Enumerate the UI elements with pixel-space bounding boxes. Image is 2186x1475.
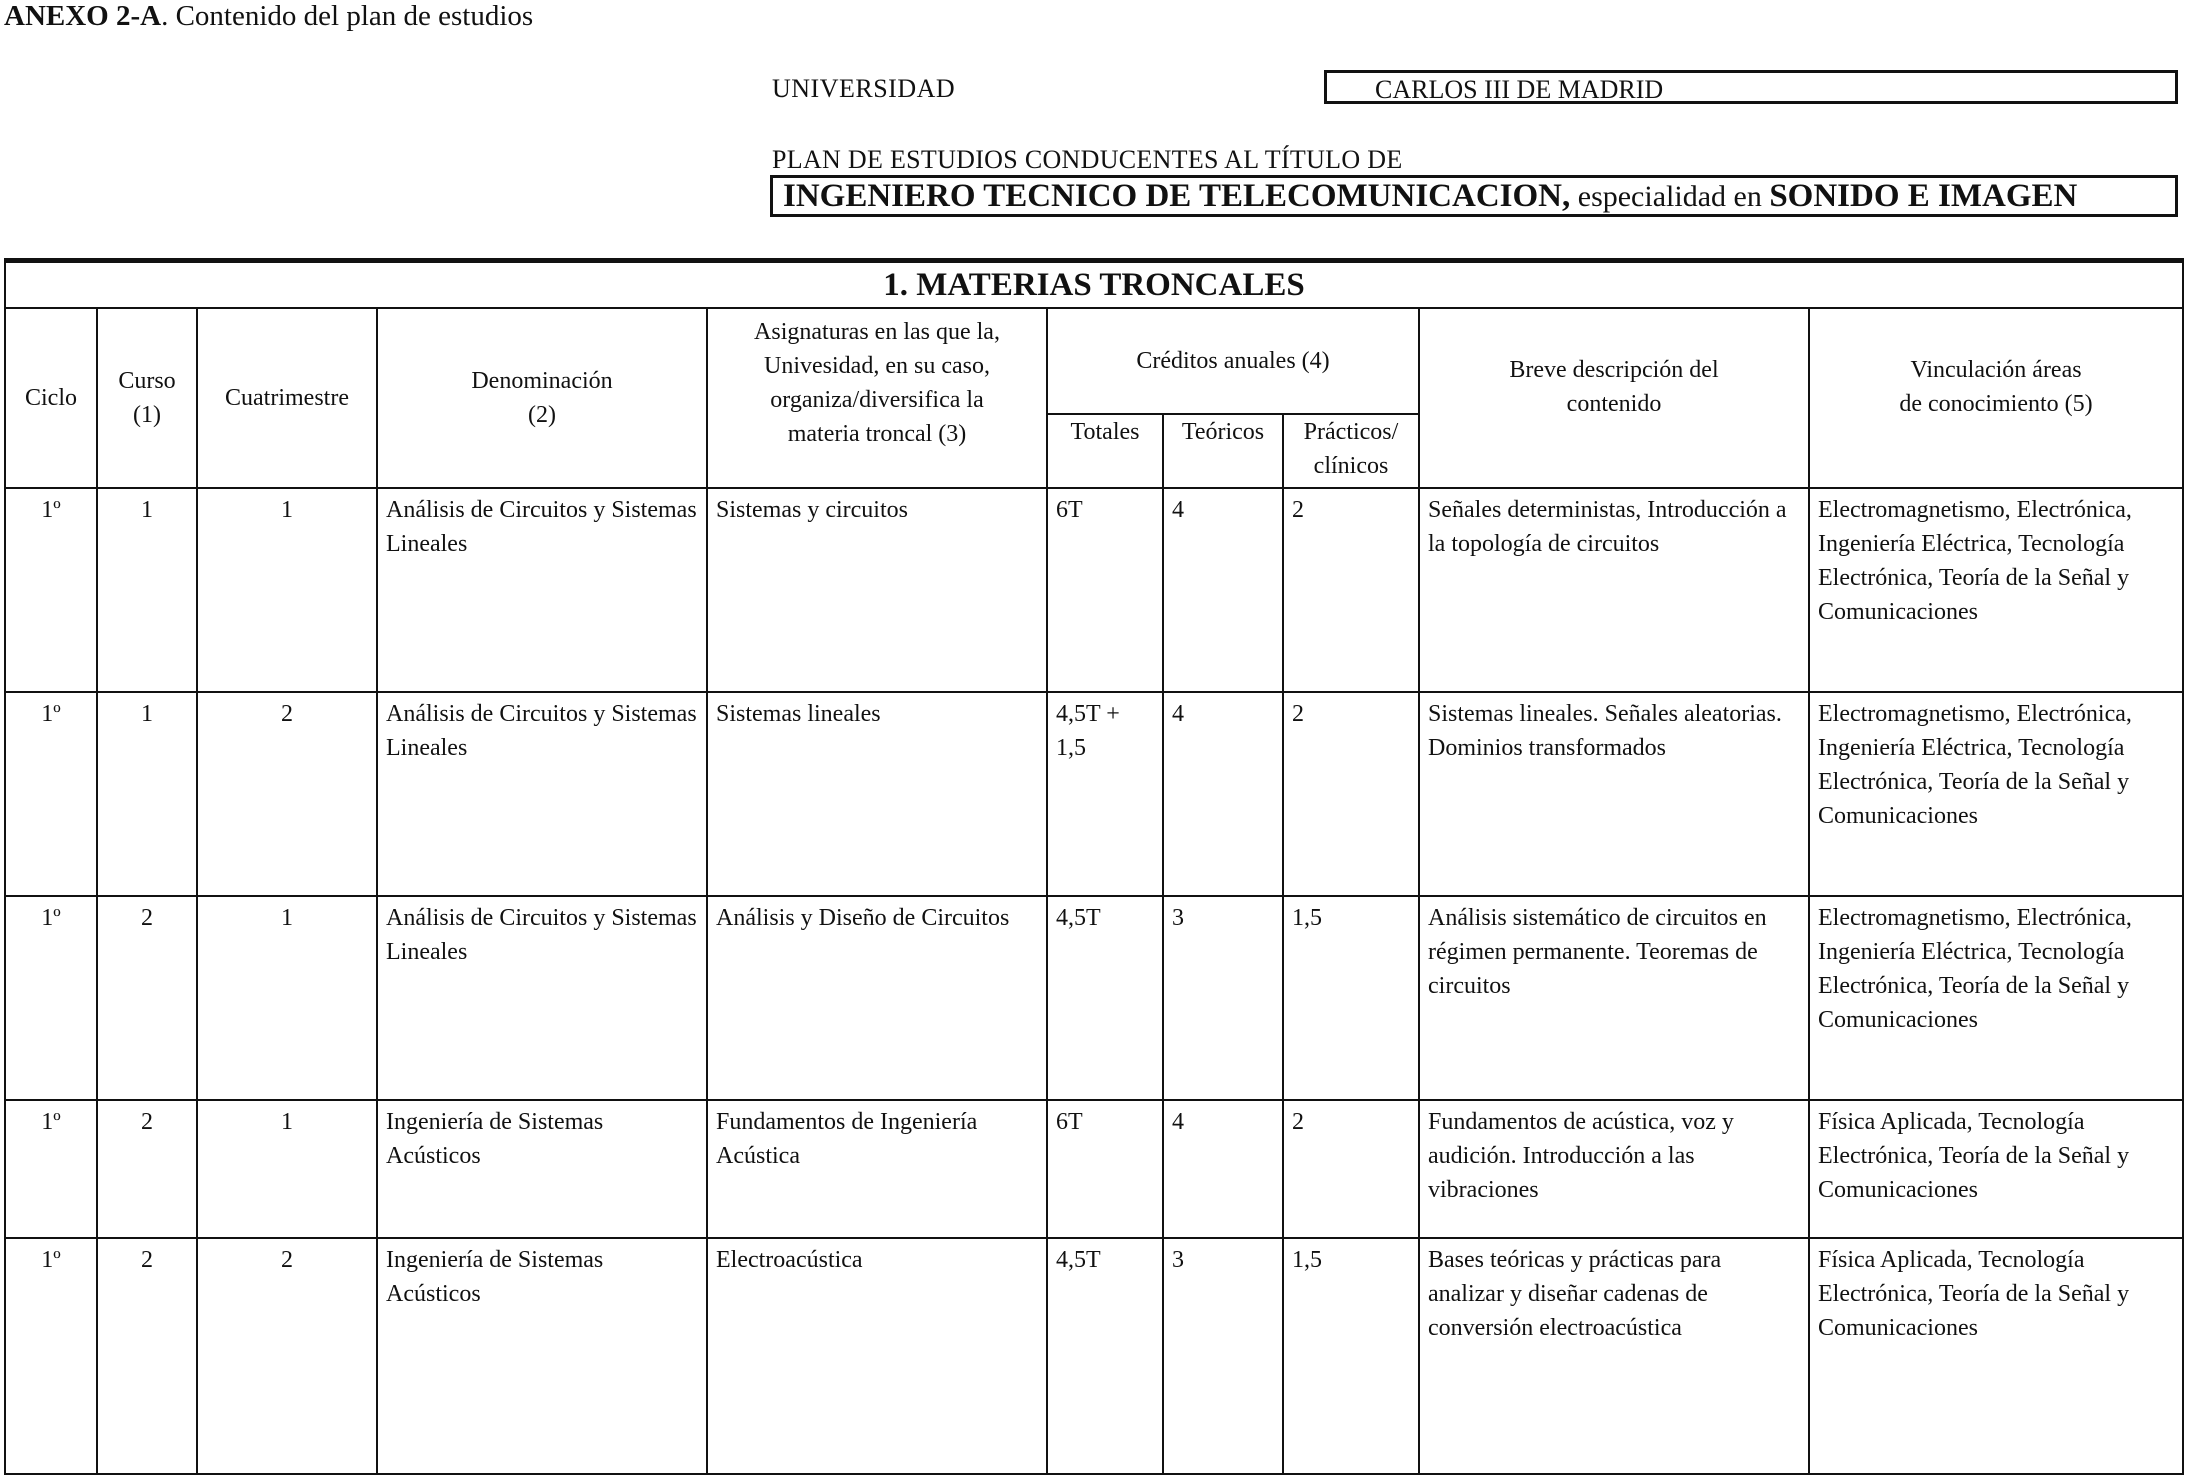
cell-curso: 2: [97, 1238, 197, 1474]
col-header-ciclo-label: Ciclo: [25, 385, 77, 411]
col-header-denominacion-note: (2): [528, 402, 556, 428]
degree-title: INGENIERO TECNICO DE TELECOMUNICACION,: [783, 178, 1571, 214]
cell-practicos: 2: [1283, 1100, 1419, 1238]
cell-practicos: 2: [1283, 692, 1419, 896]
table-row: [5, 488, 2183, 692]
col-header-denominacion-label: Denominación: [471, 368, 613, 394]
col-header-vinculacion: [1809, 308, 2183, 488]
col-header-totales-label: Totales: [1070, 419, 1140, 445]
col-header-cuatrimestre: [197, 308, 377, 488]
troncales-table-container: [4, 258, 2182, 1428]
cell-ciclo: 1º: [5, 896, 97, 1100]
col-header-descripcion: [1419, 308, 1809, 488]
col-header-teoricos: [1163, 414, 1283, 488]
plan-label: PLAN DE ESTUDIOS CONDUCENTES AL TÍTULO DE: [772, 145, 1403, 174]
table-row: [5, 692, 2183, 896]
cell-totales: 4,5T: [1047, 1238, 1163, 1474]
cell-curso: 2: [97, 1100, 197, 1238]
section-title: 1. MATERIAS TRONCALES: [5, 261, 2183, 309]
section-title-row: [5, 261, 2183, 309]
cell-curso: 1: [97, 692, 197, 896]
col-header-asignaturas-l4: materia troncal (3): [787, 421, 967, 447]
col-header-teoricos-label: Teóricos: [1181, 419, 1265, 445]
cell-denominacion: Análisis de Circuitos y Sistemas Lineales: [377, 488, 707, 692]
cell-descripcion: Bases teóricas y prácticas para analizar y diseñar cadenas de conversión electroacústica: [1419, 1238, 1809, 1474]
col-header-asignaturas-l2: Univesidad, en su caso,: [764, 353, 990, 379]
col-header-creditos: [1047, 308, 1419, 414]
table-row: [5, 1100, 2183, 1238]
cell-cuatrimestre: 1: [197, 896, 377, 1100]
cell-ciclo: 1º: [5, 692, 97, 896]
col-header-denominacion: [377, 308, 707, 488]
cell-descripcion: Sistemas lineales. Señales aleatorias. Dominios transformados: [1419, 692, 1809, 896]
cell-denominacion: Análisis de Circuitos y Sistemas Lineales: [377, 692, 707, 896]
cell-teoricos: 4: [1163, 488, 1283, 692]
cell-curso: 2: [97, 896, 197, 1100]
university-label: UNIVERSIDAD: [772, 74, 956, 103]
col-header-cuatrimestre-label: Cuatrimestre: [225, 385, 349, 411]
cell-asignatura: Sistemas lineales: [707, 692, 1047, 896]
table-row: [5, 1238, 2183, 1474]
cell-vinculacion: Física Aplicada, Tecnología Electrónica, Teoría de la Señal y Comunicaciones: [1809, 1238, 2183, 1474]
col-header-curso-note: (1): [133, 402, 161, 428]
col-header-creditos-label: Créditos anuales (4): [1136, 348, 1330, 374]
cell-teoricos: 4: [1163, 1100, 1283, 1238]
annex-heading: [4, 0, 533, 33]
cell-denominacion: Ingeniería de Sistemas Acústicos: [377, 1238, 707, 1474]
cell-descripcion: Análisis sistemático de circuitos en régimen permanente. Teoremas de circuitos: [1419, 896, 1809, 1100]
cell-practicos: 1,5: [1283, 896, 1419, 1100]
university-value: CARLOS III DE MADRID: [1375, 75, 1664, 104]
col-header-practicos: [1283, 414, 1419, 488]
col-header-descripcion-l1: Breve descripción del: [1509, 357, 1719, 383]
cell-totales: 6T: [1047, 488, 1163, 692]
cell-cuatrimestre: 1: [197, 488, 377, 692]
col-header-asignaturas-l3: organiza/diversifica la: [770, 387, 984, 413]
degree-title-field: [770, 175, 2178, 217]
col-header-curso: [97, 308, 197, 488]
degree-specialty: SONIDO E IMAGEN: [1769, 178, 2078, 214]
col-header-vinculacion-l2: de conocimiento (5): [1899, 391, 2093, 417]
cell-asignatura: Fundamentos de Ingeniería Acústica: [707, 1100, 1047, 1238]
cell-vinculacion: Electromagnetismo, Electrónica, Ingeniería Eléctrica, Tecnología Electrónica, Teoría de la Señal y Comunicaciones: [1809, 692, 2183, 896]
cell-ciclo: 1º: [5, 488, 97, 692]
university-field: [1324, 70, 2178, 104]
cell-cuatrimestre: 1: [197, 1100, 377, 1238]
cell-ciclo: 1º: [5, 1100, 97, 1238]
cell-practicos: 2: [1283, 488, 1419, 692]
cell-asignatura: Sistemas y circuitos: [707, 488, 1047, 692]
annex-label: ANEXO 2-A: [4, 0, 162, 32]
cell-vinculacion: Electromagnetismo, Electrónica, Ingeniería Eléctrica, Tecnología Electrónica, Teoría de la Señal y Comunicaciones: [1809, 488, 2183, 692]
cell-teoricos: 3: [1163, 1238, 1283, 1474]
cell-totales: 6T: [1047, 1100, 1163, 1238]
cell-descripcion: Señales deterministas, Introducción a la topología de circuitos: [1419, 488, 1809, 692]
cell-teoricos: 3: [1163, 896, 1283, 1100]
cell-vinculacion: Física Aplicada, Tecnología Electrónica, Teoría de la Señal y Comunicaciones: [1809, 1100, 2183, 1238]
annex-subtitle: . Contenido del plan de estudios: [161, 0, 534, 32]
col-header-asignaturas: [707, 308, 1047, 488]
troncales-table: [4, 258, 2184, 1475]
col-header-vinculacion-l1: Vinculación áreas: [1910, 357, 2082, 383]
cell-cuatrimestre: 2: [197, 1238, 377, 1474]
cell-totales: 4,5T: [1047, 896, 1163, 1100]
cell-denominacion: Ingeniería de Sistemas Acústicos: [377, 1100, 707, 1238]
cell-denominacion: Análisis de Circuitos y Sistemas Lineales: [377, 896, 707, 1100]
cell-asignatura: Electroacústica: [707, 1238, 1047, 1474]
col-header-asignaturas-l1: Asignaturas en las que la,: [754, 319, 1000, 345]
col-header-ciclo: [5, 308, 97, 488]
cell-practicos: 1,5: [1283, 1238, 1419, 1474]
col-header-curso-label: Curso: [118, 368, 176, 394]
col-header-totales: [1047, 414, 1163, 488]
cell-asignatura: Análisis y Diseño de Circuitos: [707, 896, 1047, 1100]
col-header-practicos-l2: clínicos: [1313, 453, 1389, 479]
cell-cuatrimestre: 2: [197, 692, 377, 896]
degree-specialty-connector: especialidad en: [1570, 180, 1770, 213]
col-header-practicos-l1: Prácticos/: [1303, 419, 1399, 445]
cell-totales: 4,5T + 1,5: [1047, 692, 1163, 896]
cell-vinculacion: Electromagnetismo, Electrónica, Ingeniería Eléctrica, Tecnología Electrónica, Teoría de la Señal y Comunicaciones: [1809, 896, 2183, 1100]
cell-descripcion: Fundamentos de acústica, voz y audición. Introducción a las vibraciones: [1419, 1100, 1809, 1238]
cell-teoricos: 4: [1163, 692, 1283, 896]
header-row-1: [5, 308, 2183, 414]
table-row: [5, 896, 2183, 1100]
cell-curso: 1: [97, 488, 197, 692]
col-header-descripcion-l2: contenido: [1566, 391, 1662, 417]
cell-ciclo: 1º: [5, 1238, 97, 1474]
